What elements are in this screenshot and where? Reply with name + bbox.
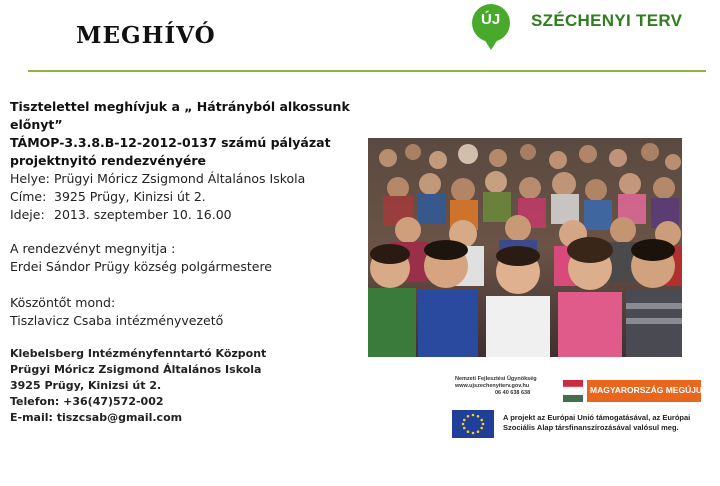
contact-email: E-mail: tiszcsab@gmail.com [10, 411, 183, 424]
eu-funding-note [503, 413, 713, 433]
contact-line: Prügyi Móricz Zsigmond Általános Iskola [10, 363, 262, 376]
greeter-heading: Köszöntőt mond: [10, 295, 116, 310]
logo-badge-text: ÚJ [481, 11, 501, 28]
opener-name: Erdei Sándor Prügy község polgármestere [10, 259, 272, 274]
event-place-row [10, 170, 305, 188]
invitation-intro [10, 98, 400, 170]
time-value: 2013. szeptember 10. 16.00 [54, 207, 232, 222]
opener-heading: A rendezvényt megnyitja : [10, 241, 176, 256]
agency-phone: 06 40 638 638 [495, 390, 531, 396]
page-title: MEGHÍVÓ [76, 22, 216, 49]
address-label: Címe: [10, 189, 47, 204]
address-value: 3925 Prügy, Kinizsi út 2. [54, 189, 206, 204]
contact-line: Klebelsberg Intézményfenntartó Központ [10, 347, 267, 360]
contact-block [10, 346, 266, 426]
hungary-renews-text: MAGYARORSZÁG MEGÚJUL [590, 385, 708, 395]
intro-line: TÁMOP-3.3.8.B-12-2012-0137 számú pályázat [10, 135, 331, 150]
header-divider [28, 70, 706, 72]
event-time-row [10, 206, 305, 224]
contact-line: Telefon: +36(47)572-002 [10, 395, 164, 408]
eu-note-line: A projekt az Európai Unió támogatásával, az Európai [503, 413, 691, 422]
intro-line: projektnyitó rendezvényére [10, 153, 207, 168]
event-address-row [10, 188, 305, 206]
children-audience-photo [368, 138, 682, 357]
agency-name: Nemzeti Fejlesztési Ügynökség [455, 376, 537, 382]
intro-line: Tisztelettel meghívjuk a „ Hátrányból alkossunk előnyt” [10, 99, 350, 132]
logo-text: SZÉCHENYI TERV [531, 11, 683, 30]
event-details [10, 170, 305, 224]
opener-section [10, 240, 272, 276]
eu-note-line: Szociális Alap társfinanszírozásával valósul meg. [503, 423, 679, 432]
time-label: Ideje: [10, 207, 45, 222]
eu-flag-icon [452, 410, 494, 442]
place-label: Helye: [10, 171, 50, 186]
greeter-section [10, 294, 223, 330]
greeter-name: Tiszlavicz Csaba intézményvezető [10, 313, 224, 328]
place-value: Prügyi Móricz Zsigmond Általános Iskola [54, 171, 306, 186]
contact-line: 3925 Prügy, Kinizsi út 2. [10, 379, 162, 392]
nfu-logo-text [455, 376, 537, 397]
agency-web: www.ujszechenyiterv.gov.hu [455, 383, 530, 389]
